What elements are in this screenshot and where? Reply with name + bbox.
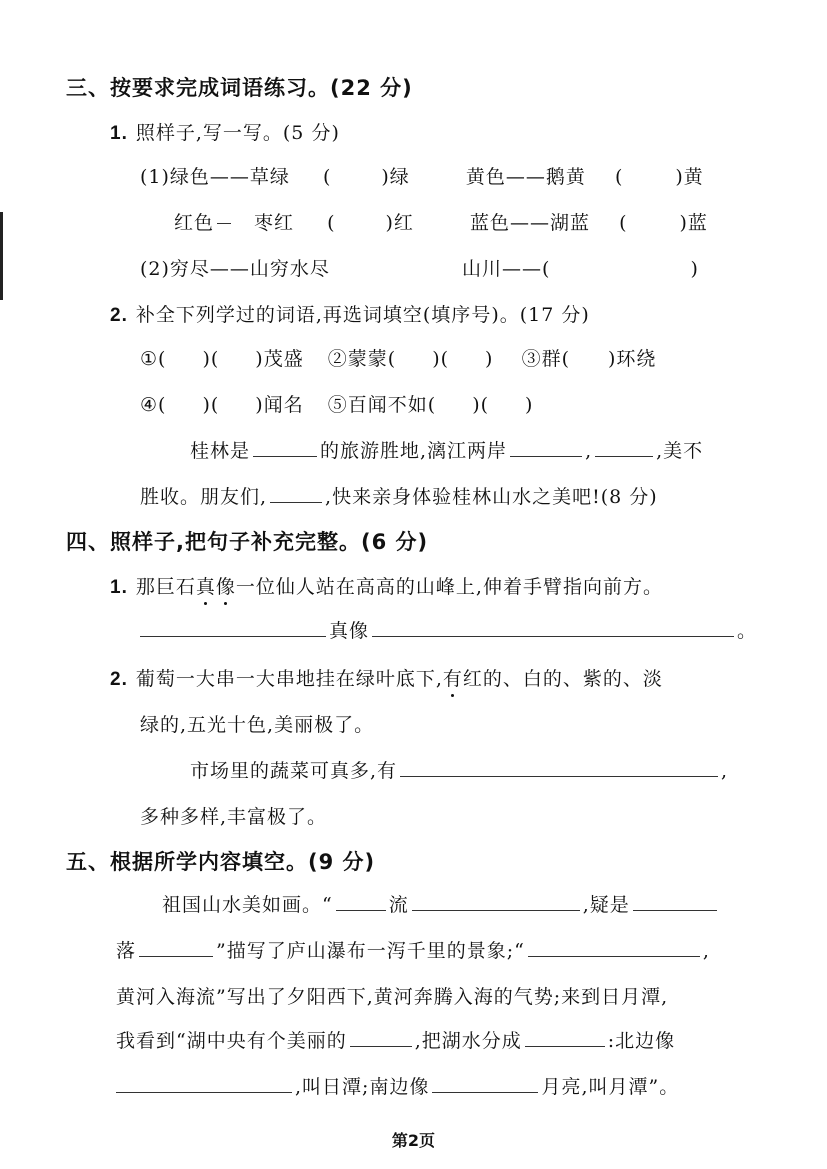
q3-2-words-row-2 xyxy=(140,390,533,417)
word-2-tail: ) xyxy=(485,348,494,370)
q4-1-pre: 那巨石 xyxy=(135,576,196,598)
s5-blank-9[interactable] xyxy=(432,1091,538,1093)
word-2-open: ②蒙蒙( xyxy=(327,348,397,370)
word-1-tail: )茂盛 xyxy=(255,348,304,370)
s5-l1-c: ,疑是 xyxy=(582,894,630,916)
passage-1-b: 的旅游胜地,漓江两岸 xyxy=(320,440,508,462)
q4-2-fill-line-2: 多种多样,丰富极了。 xyxy=(140,806,328,828)
s5-l1-b: 流 xyxy=(388,894,409,916)
s5-l1-a: 祖国山水美如画。“ xyxy=(162,894,333,916)
passage-1-c: , xyxy=(585,440,593,462)
word-5-tail: ) xyxy=(525,394,534,416)
s5-blank-5[interactable] xyxy=(528,955,700,957)
q3-2-title: 补全下列学过的词语,再选词填空(填序号)。(17 分) xyxy=(135,304,590,326)
passage-2-b: ,快来亲身体验桂林山水之美吧!(8 分) xyxy=(325,486,658,508)
s5-blank-4[interactable] xyxy=(139,955,213,957)
q4-1-number: 1. xyxy=(110,577,128,598)
q4-1-sentence xyxy=(110,572,663,599)
s5-blank-1[interactable] xyxy=(336,909,386,911)
blank-shanchuan-tail: ) xyxy=(690,258,699,280)
passage-blank-1[interactable] xyxy=(253,455,317,457)
word-3-open: ③群( xyxy=(521,348,570,370)
q3-1-heading xyxy=(110,118,340,145)
word-5-mid: )( xyxy=(472,394,490,416)
blank-yellow[interactable]: ( xyxy=(614,166,624,188)
s5-blank-2[interactable] xyxy=(412,909,580,911)
q4-2-fill xyxy=(190,756,728,783)
scan-edge-mark xyxy=(0,212,3,300)
passage-1-d: ,美不 xyxy=(656,440,704,462)
q4-2-pre: 葡萄一大串一大串地挂在绿叶底下, xyxy=(135,668,443,690)
passage-2-a: 胜收。朋友们, xyxy=(140,486,268,508)
s5-blank-3[interactable] xyxy=(633,909,717,911)
s5-line-3: 黄河入海流”写出了夕阳西下,黄河奔腾入海的气势;来到日月潭, xyxy=(116,986,669,1008)
word-2-mid: )( xyxy=(432,348,450,370)
q4-1-post: 一位仙人站在高高的山峰上,伸着手臂指向前方。 xyxy=(235,576,663,598)
blank-yellow-tail: )黄 xyxy=(675,166,704,188)
example-red-b: 枣红 xyxy=(254,212,295,234)
s5-line-5 xyxy=(116,1072,679,1099)
passage-blank-3[interactable] xyxy=(595,455,653,457)
q3-2-passage-line-2 xyxy=(140,482,658,509)
example-qiongjin: (2)穷尽——山穷水尽 xyxy=(140,258,330,280)
word-1-mid: )( xyxy=(202,348,220,370)
s5-l5-b: 月亮,叫月潭”。 xyxy=(541,1076,680,1098)
s5-l4-a: 我看到“湖中央有个美丽的 xyxy=(116,1030,347,1052)
word-4-tail: )闻名 xyxy=(255,394,304,416)
s5-l2-a: 落 xyxy=(116,940,137,962)
s5-l5-a: ,叫日潭;南边像 xyxy=(295,1076,430,1098)
q3-2-heading xyxy=(110,300,590,327)
q4-2-sentence-line-2: 绿的,五光十色,美丽极了。 xyxy=(140,714,375,736)
q3-2-number: 2. xyxy=(110,305,128,326)
section-5-title: 五、根据所学内容填空。(9 分) xyxy=(66,850,376,874)
q3-1-title: 照样子,写一写。(5 分) xyxy=(135,122,340,144)
blank-red-tail: )红 xyxy=(385,212,414,234)
q4-1-dotted-1: 真 xyxy=(195,576,216,598)
s5-l4-c: :北边像 xyxy=(607,1030,676,1052)
q4-1-fill-mid: 真像 xyxy=(329,620,370,642)
q4-1-blank-a[interactable] xyxy=(140,635,326,637)
q3-1-row-1 xyxy=(140,162,704,189)
q4-1-fill xyxy=(140,616,757,643)
q4-2-fill-b: , xyxy=(721,760,729,782)
q4-2-sentence xyxy=(110,664,663,691)
word-3-tail: )环绕 xyxy=(607,348,657,370)
section-3-title: 三、按要求完成词语练习。(22 分) xyxy=(66,76,413,100)
s5-l4-b: ,把湖水分成 xyxy=(414,1030,522,1052)
q3-2-passage-line-1 xyxy=(190,436,703,463)
word-4-open: ④( xyxy=(140,394,167,416)
passage-1-a: 桂林是 xyxy=(190,440,251,462)
word-5-open: ⑤百闻不如( xyxy=(327,394,437,416)
s5-blank-6[interactable] xyxy=(350,1045,412,1047)
s5-l2-b: ”描写了庐山瀑布一泻千里的景象;“ xyxy=(216,940,525,962)
page-number: 第2页 xyxy=(391,1131,436,1150)
q3-1-row-2 xyxy=(174,208,708,235)
q4-2-number: 2. xyxy=(110,669,128,690)
q4-1-blank-b[interactable] xyxy=(372,635,734,637)
example-blue: 蓝色——湖蓝 xyxy=(470,212,591,234)
s5-blank-8[interactable] xyxy=(116,1091,292,1093)
q4-2-fill-a: 市场里的蔬菜可真多,有 xyxy=(190,760,398,782)
q3-2-words-row-1 xyxy=(140,344,656,371)
s5-l2-c: , xyxy=(702,940,710,962)
s5-blank-7[interactable] xyxy=(525,1045,605,1047)
s5-line-4 xyxy=(116,1026,675,1053)
blank-blue-tail: )蓝 xyxy=(679,212,708,234)
q4-2-post: 红的、白的、紫的、淡 xyxy=(462,668,663,690)
word-4-mid: )( xyxy=(202,394,220,416)
example-green: (1)绿色——草绿 xyxy=(140,166,290,188)
example-red-a: 红色 xyxy=(174,212,215,234)
word-1-open: ①( xyxy=(140,348,167,370)
passage-blank-4[interactable] xyxy=(270,501,322,503)
passage-blank-2[interactable] xyxy=(510,455,582,457)
q3-1-number: 1. xyxy=(110,123,128,144)
q4-1-fill-end: 。 xyxy=(737,620,758,642)
q3-1-row-3 xyxy=(140,254,699,281)
section-4-title: 四、照样子,把句子补充完整。(6 分) xyxy=(66,530,429,554)
blank-red[interactable]: ( xyxy=(327,212,336,234)
q4-1-dotted-2: 像 xyxy=(215,576,236,598)
example-yellow: 黄色——鹅黄 xyxy=(465,166,586,188)
blank-green[interactable]: ( xyxy=(322,166,332,188)
s5-line-1 xyxy=(162,890,720,917)
blank-blue[interactable]: ( xyxy=(619,212,628,234)
q4-2-dotted: 有 xyxy=(442,668,463,690)
example-shanchuan: 山川——( xyxy=(462,258,551,280)
s5-line-2 xyxy=(116,936,710,963)
q4-2-blank[interactable] xyxy=(400,775,718,777)
blank-green-tail: )绿 xyxy=(381,166,410,188)
